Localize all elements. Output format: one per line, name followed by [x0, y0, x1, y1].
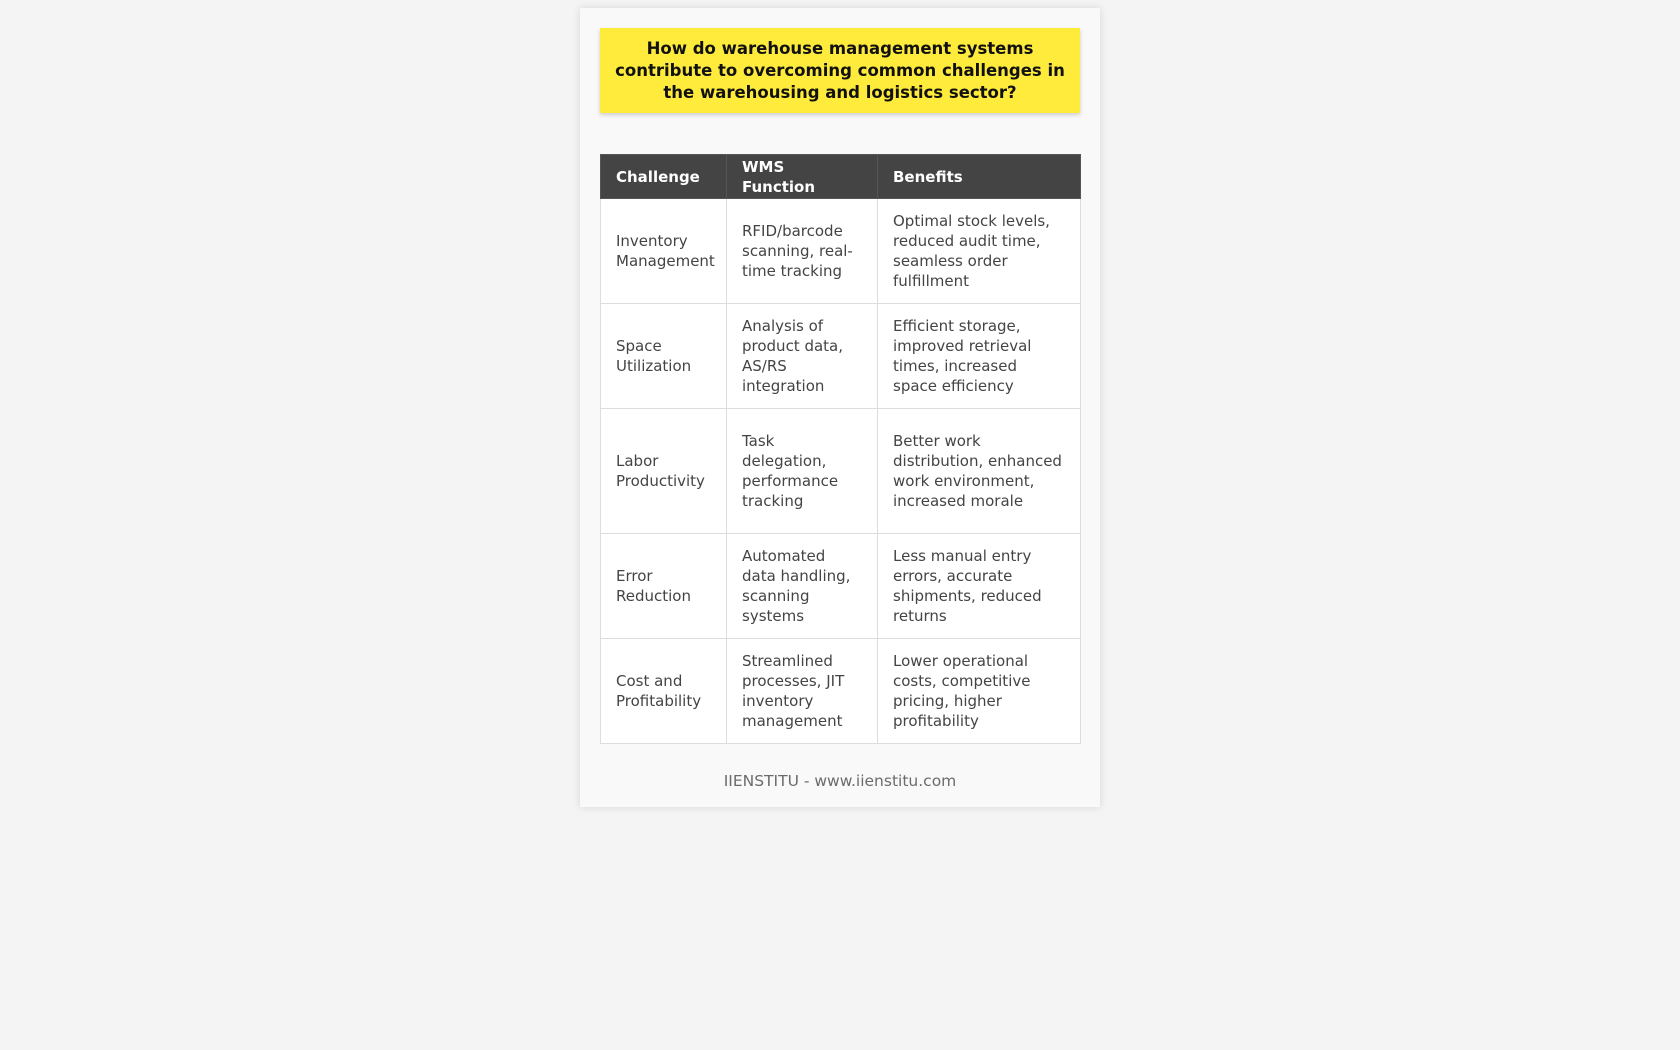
table-row — [601, 199, 1081, 304]
wms-table — [600, 154, 1081, 744]
function-cell: Task delegation, performance tracking — [727, 409, 878, 534]
challenge-cell: Space Utilization — [601, 304, 727, 409]
challenge-cell: Error Reduction — [601, 534, 727, 639]
function-cell: Streamlined processes, JIT inventory management — [727, 639, 878, 744]
table-row — [601, 639, 1081, 744]
header-challenge: Challenge — [601, 155, 727, 199]
header-benefits: Benefits — [878, 155, 1081, 199]
function-cell: Automated data handling, scanning systems — [727, 534, 878, 639]
benefits-cell: Better work distribution, enhanced work environment, increased morale — [878, 409, 1081, 534]
benefits-cell: Efficient storage, improved retrieval times, increased space efficiency — [878, 304, 1081, 409]
benefits-cell: Less manual entry errors, accurate shipments, reduced returns — [878, 534, 1081, 639]
table-row — [601, 409, 1081, 534]
challenge-cell: Inventory Management — [601, 199, 727, 304]
content-card — [580, 8, 1100, 807]
header-wms-function: WMS Function — [727, 155, 878, 199]
challenge-cell: Cost and Profitability — [601, 639, 727, 744]
benefits-cell: Lower operational costs, competitive pricing, higher profitability — [878, 639, 1081, 744]
function-cell: Analysis of product data, AS/RS integration — [727, 304, 878, 409]
benefits-cell: Optimal stock levels, reduced audit time, seamless order fulfillment — [878, 199, 1081, 304]
table-row — [601, 534, 1081, 639]
function-cell: RFID/barcode scanning, real-time tracking — [727, 199, 878, 304]
question-banner: How do warehouse management systems contribute to overcoming common challenges in the warehousing and logistics sector? — [600, 28, 1080, 113]
table-header-row — [601, 155, 1081, 199]
challenge-cell: Labor Productivity — [601, 409, 727, 534]
footer-credit: IIENSTITU - www.iienstitu.com — [723, 772, 957, 790]
table-row — [601, 304, 1081, 409]
